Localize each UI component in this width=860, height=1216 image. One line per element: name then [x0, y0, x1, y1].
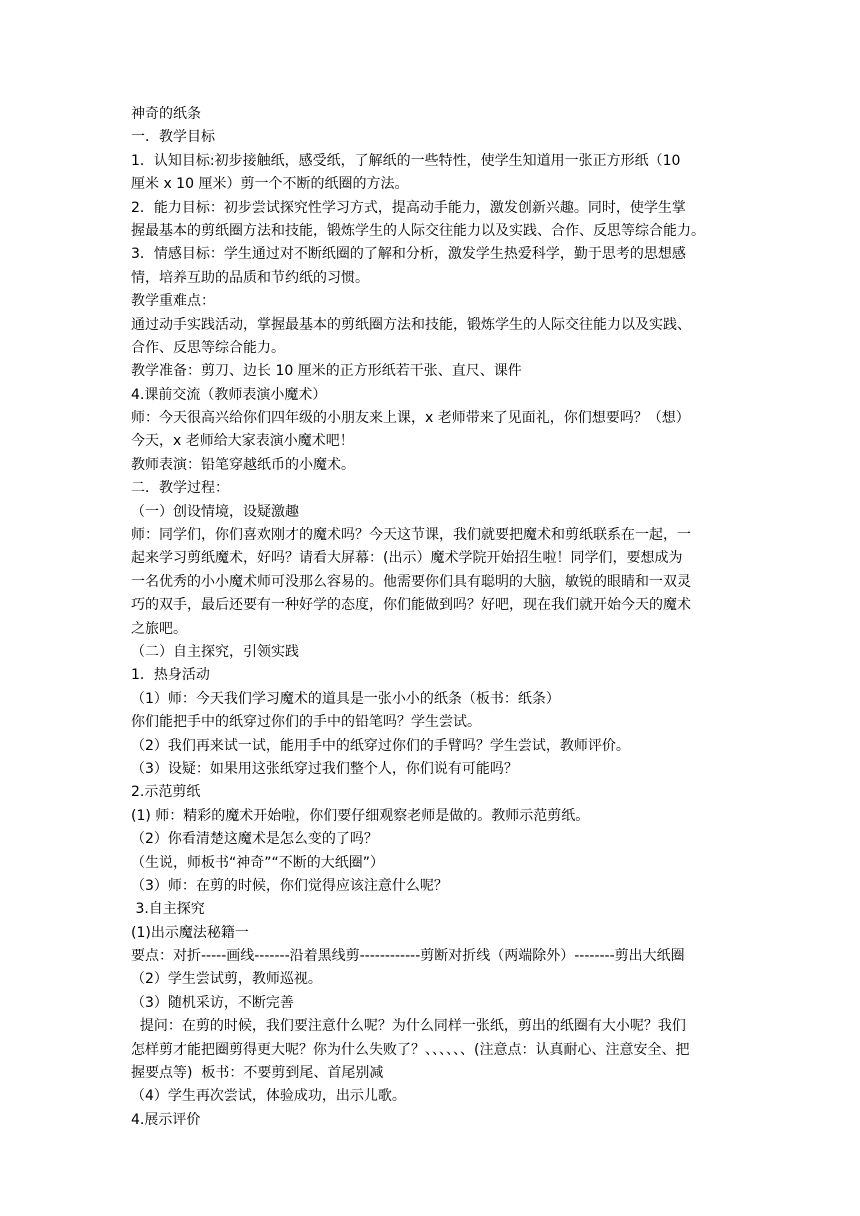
text-line: 之旅吧。: [131, 620, 187, 637]
text-line: （生说，师板书“神奇”“不断的大纸圈”）: [131, 854, 385, 871]
text-line: 师：同学们，你们喜欢刚才的魔术吗？今天这节课，我们就要把魔术和剪纸联系在一起，一: [131, 527, 691, 544]
text-line: 4.展示评价: [131, 1111, 201, 1128]
text-line: （一）创设情境，设疑激趣: [131, 503, 299, 520]
text-line: 起来学习剪纸魔术，好吗？请看大屏幕：(出示）魔术学院开始招生啦！同学们，要想成为: [131, 550, 683, 567]
text-line: 3.自主探究: [131, 901, 205, 918]
text-line: (1) 师：精彩的魔术开始啦，你们要仔细观察老师是做的。教师示范剪纸。: [131, 807, 590, 824]
text-line: 提问：在剪的时候，我们要注意什么呢？为什么同样一张纸，剪出的纸圈有大小呢？我们: [131, 1018, 686, 1035]
text-line: 二．教学过程：: [131, 480, 229, 497]
text-line: 教师表演：铅笔穿越纸币的小魔术。: [131, 456, 355, 473]
text-line: 一名优秀的小小魔术师可没那么容易的。他需要你们具有聪明的大脑，敏锐的眼睛和一双灵: [131, 573, 691, 590]
text-line: 握最基本的剪纸圈方法和技能，锻炼学生的人际交往能力以及实践、合作、反思等综合能力。: [131, 222, 705, 239]
text-line: （3）师：在剪的时候，你们觉得应该注意什么呢？: [131, 877, 448, 894]
text-line: 教学准备：剪刀、边长 10 厘米的正方形纸若干张、直尺、课件: [131, 363, 522, 380]
text-line: 2.示范剪纸: [131, 784, 201, 801]
text-line: 今天，x 老师给大家表演小魔术吧！: [131, 433, 354, 450]
text-line: 你们能把手中的纸穿过你们的手中的铅笔吗？学生尝试。: [131, 714, 481, 731]
text-line: 1．热身活动: [131, 667, 210, 684]
text-line: 要点：对折-----画线-------沿着黑线剪------------剪断对折线（两端除外）--------剪出大纸圈: [131, 948, 685, 965]
text-line: (1)出示魔法秘籍一: [131, 924, 249, 941]
text-line: 教学重难点：: [131, 293, 215, 310]
text-line: 握要点等) 板书：不要剪到尾、首尾别减: [131, 1065, 384, 1082]
text-line: （二）自主探究，引领实践: [131, 643, 299, 660]
text-line: （2）你看清楚这魔术是怎么变的了吗？: [131, 831, 378, 848]
text-line: 怎样剪才能把圈剪得更大呢？你为什么失败了？、、、、、、(注意点：认真耐心、注意安全、把: [131, 1041, 690, 1058]
text-line: （1）师：今天我们学习魔术的道具是一张小小的纸条（板书：纸条）: [131, 690, 560, 707]
text-line: 一．教学目标: [131, 129, 215, 146]
text-line: 3．情感目标：学生通过对不断纸圈的了解和分析，激发学生热爱科学，勤于思考的思想感: [131, 246, 686, 263]
text-line: （4）学生再次尝试，体验成功，出示儿歌。: [131, 1088, 406, 1105]
text-line: 2．能力目标：初步尝试探究性学习方式，提高动手能力，激发创新兴趣。同时，使学生掌: [131, 199, 686, 216]
document-body: [131, 103, 737, 1132]
text-line: （3）设疑：如果用这张纸穿过我们整个人，你们说有可能吗？: [131, 760, 518, 777]
text-line: 厘米 x 10 厘米）剪一个不断的纸圈的方法。: [131, 176, 409, 193]
text-line: 师：今天很高兴给你们四年级的小朋友来上课，x 老师带来了见面礼，你们想要吗？（想）: [131, 410, 690, 427]
text-line: （3）随机采访，不断完善: [131, 994, 294, 1011]
text-line: 4.课前交流（教师表演小魔术）: [131, 386, 327, 403]
text-line: 1．认知目标:初步接触纸，感受纸，了解纸的一些特性，使学生知道用一张正方形纸（10: [131, 152, 681, 169]
document-title: 神奇的纸条: [131, 106, 201, 122]
text-line: 巧的双手，最后还要有一种好学的态度，你们能做到吗？好吧，现在我们就开始今天的魔术: [131, 597, 691, 614]
text-line: 通过动手实践活动，掌握最基本的剪纸圈方法和技能，锻炼学生的人际交往能力以及实践、: [131, 316, 691, 333]
text-line: 合作、反思等综合能力。: [131, 339, 285, 356]
text-line: （2）我们再来试一试，能用手中的纸穿过你们的手臂吗？学生尝试，教师评价。: [131, 737, 630, 754]
text-line: （2）学生尝试剪，教师巡视。: [131, 971, 322, 988]
text-line: 情，培养互助的品质和节约纸的习惯。: [131, 269, 369, 286]
